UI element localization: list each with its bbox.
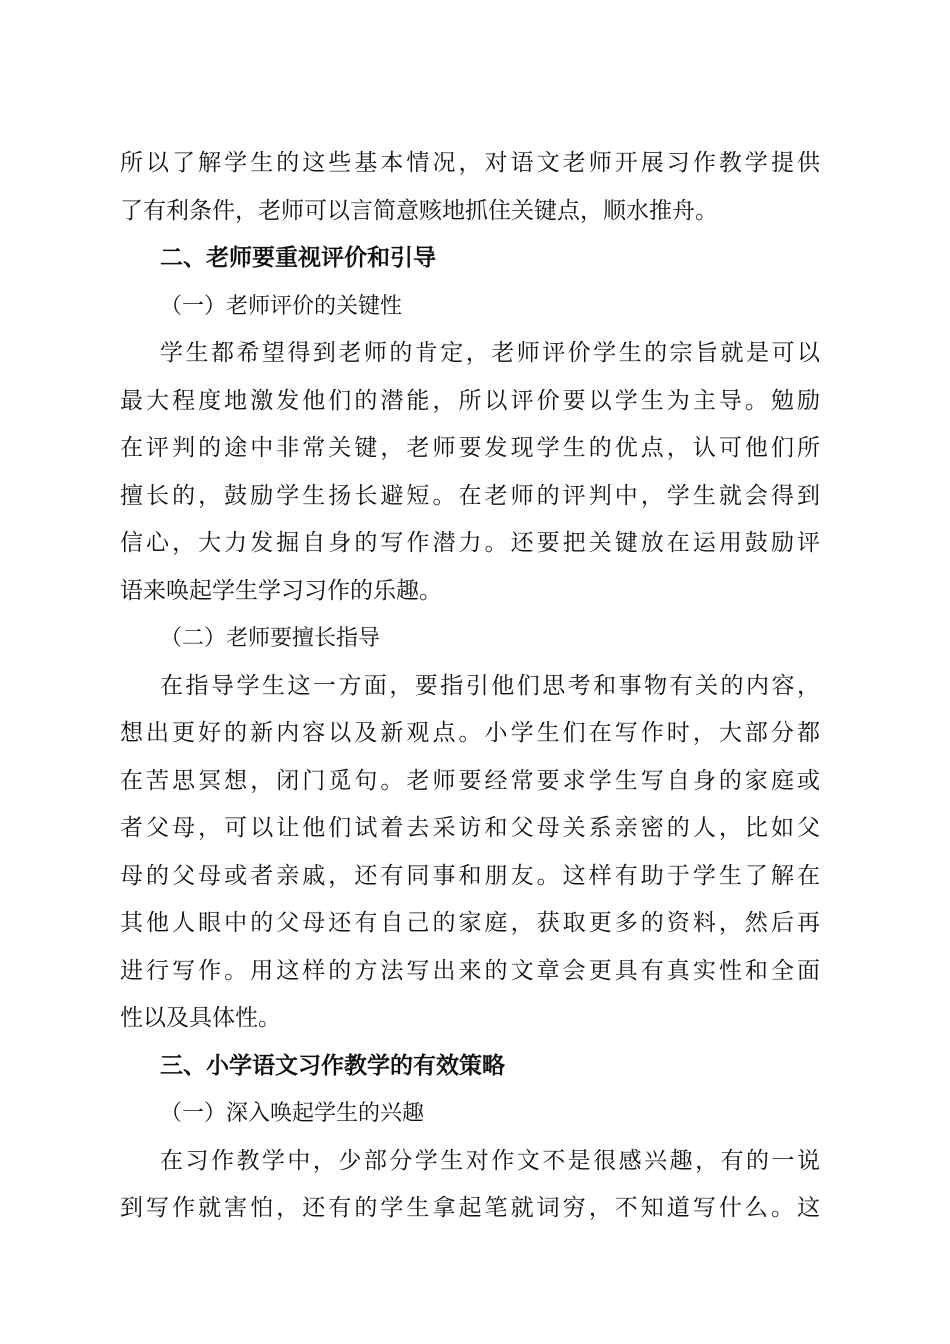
body-line: 在指导学生这一方面，要指引他们思考和事物有关的内容， [160,672,820,699]
body-line: 者父母，可以让他们试着去采访和父母关系亲密的人，比如父 [120,815,820,841]
body-line: 擅长的，鼓励学生扬长避短。在老师的评判中，学生就会得到 [120,482,820,509]
body-line: 母的父母或者亲戚，还有同事和朋友。这样有助于学生了解在 [120,862,820,889]
body-line: 了有利条件，老师可以言简意赅地抓住关键点，顺水推舟。 [120,197,718,224]
body-line: 进行写作。用这样的方法写出来的文章会更具有真实性和全面 [120,957,820,984]
subsection-heading: （一）老师评价的关键性 [160,293,403,319]
body-line: 最大程度地激发他们的潜能，所以评价要以学生为主导。勉励 [120,387,820,414]
section-heading: 二、老师要重视评价和引导 [160,245,436,271]
document-content [120,140,820,1233]
body-line: 所以了解学生的这些基本情况，对语文老师开展习作教学提供 [120,150,820,176]
body-line: 到写作就害怕，还有的学生拿起笔就词穷，不知道写什么。这 [120,1195,820,1221]
body-line: 性以及具体性。 [120,1005,281,1031]
body-line: 学生都希望得到老师的肯定，老师评价学生的宗旨就是可以 [160,340,820,366]
body-line: 其他人眼中的父母还有自己的家庭，获取更多的资料，然后再 [120,910,820,936]
section-heading: 三、小学语文习作教学的有效策略 [160,1052,505,1079]
body-line: 想出更好的新内容以及新观点。小学生们在写作时，大部分都 [120,720,820,746]
body-line: 语来唤起学生学习习作的乐趣。 [120,577,442,604]
subsection-heading: （二）老师要擅长指导 [160,626,381,651]
subsection-heading: （一）深入唤起学生的兴趣 [160,1101,425,1126]
body-line: 在习作教学中，少部分学生对作文不是很感兴趣，有的一说 [160,1147,820,1174]
body-line: 信心，大力发掘自身的写作潜力。还要把关键放在运用鼓励评 [120,530,820,556]
body-line: 在评判的途中非常关键，老师要发现学生的优点，认可他们所 [120,435,820,461]
body-line: 在苦思冥想，闭门觅句。老师要经常要求学生写自身的家庭或 [120,767,820,794]
